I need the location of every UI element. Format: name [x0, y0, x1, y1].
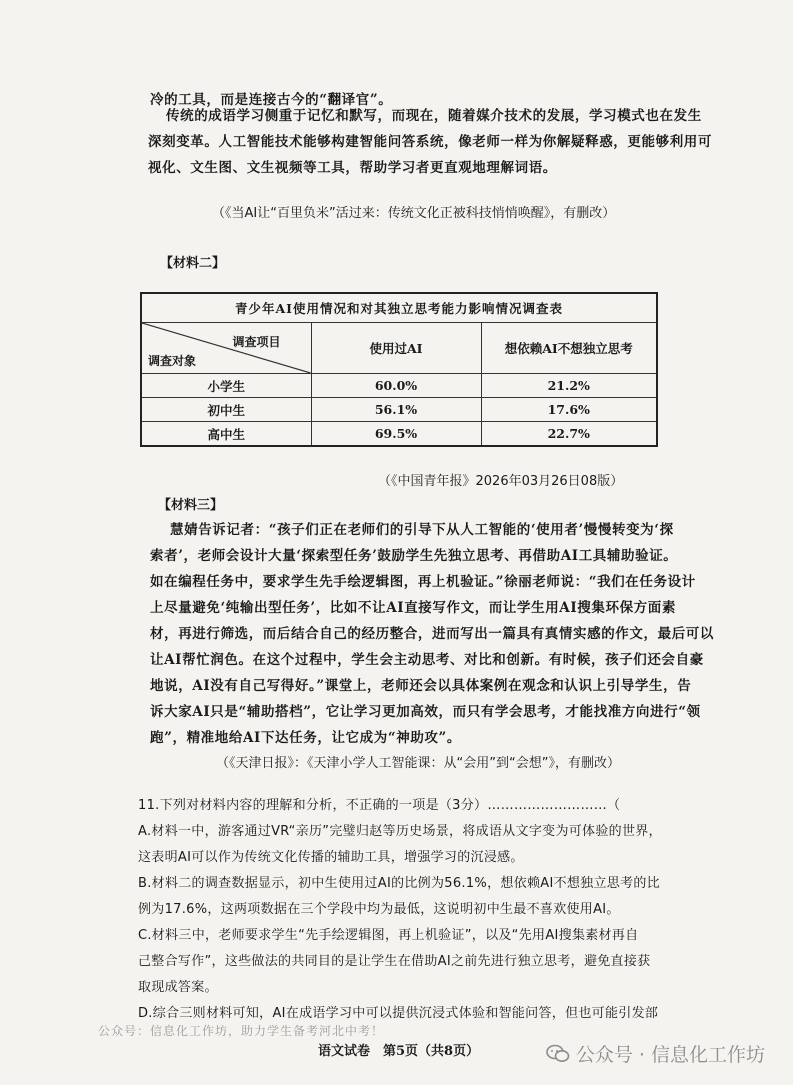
- option-c-line3: 取现成答案。: [138, 980, 218, 995]
- option-c-line1: C.材料三中，老师要求学生“先手绘逻辑图，再上机验证”，以及“先用AI搜集素材再自: [138, 928, 639, 943]
- material3-line: 慧婧告诉记者：“孩子们正在老师们的引导下从人工智能的‘使用者’慢慢转变为‘探: [170, 522, 674, 538]
- row-rely: 22.7%: [481, 422, 657, 447]
- row-group: 初中生: [141, 398, 311, 422]
- col-header-rely: 想依赖AI不想独立思考: [481, 323, 657, 374]
- survey-table: [140, 292, 658, 447]
- option-b-line1: B.材料二的调查数据显示，初中生使用过AI的比例为56.1%，想依赖AI不想独立思考的比: [138, 876, 661, 891]
- page-number: 语文试卷 第5页（共8页）: [318, 1044, 480, 1059]
- watermark-text: 公众号 · 信息化工作坊: [575, 1044, 765, 1066]
- material3-line: 如在编程任务中，要求学生先手绘逻辑图，再上机验证。”徐丽老师说：“我们在任务设计: [150, 574, 696, 590]
- col-header-used: 使用过AI: [311, 323, 481, 374]
- option-a-line2: 这表明AI可以作为传统文化传播的辅助工具，增强学习的沉浸感。: [138, 850, 524, 865]
- header-item: 调查项目: [232, 335, 281, 349]
- option-d-line1: D.综合三则材料可知，AI在成语学习中可以提供沉浸式体验和智能问答，但也可能引发部: [138, 1006, 659, 1021]
- material2-source: （《中国青年报》2026年03月26日08版）: [378, 474, 624, 489]
- row-rely: 21.2%: [481, 374, 657, 398]
- material3-line: 诉大家AI只是“辅助搭档”，它让学习更加高效，而只有学会思考，才能找准方向进行“领: [150, 704, 701, 720]
- table-row: [141, 398, 657, 422]
- watermark: [546, 1040, 765, 1067]
- row-rely: 17.6%: [481, 398, 657, 422]
- option-b-line2: 例为17.6%，这两项数据在三个学段中均为最低，这说明初中生最不喜欢使用AI。: [138, 902, 620, 917]
- material1-line4: 视化、文生图、文生视频等工具，帮助学习者更直观地理解词语。: [148, 160, 557, 176]
- material3-line: 让AI帮忙润色。在这个过程中，学生会主动思考、对比和创新。有时候，孩子们还会自豪: [150, 652, 704, 668]
- material3-source: （《天津日报》：《天津小学人工智能课：从“会用”到“会想”》，有删改）: [216, 756, 620, 771]
- material2-label: 【材料二】: [160, 256, 226, 271]
- material1-source: （《当AI让“百里负米”活过来：传统文化正被科技悄悄唤醒》，有删改）: [212, 206, 616, 221]
- material3-line: 索者’，老师会设计大量‘探索型任务’鼓励学生先独立思考、再借助AI工具辅助验证。: [150, 548, 678, 564]
- material3-label: 【材料三】: [158, 498, 224, 513]
- table-diagonal-header: [141, 323, 311, 374]
- table-row: [141, 422, 657, 447]
- option-a-line1: A.材料一中，游客通过VR“亲历”完璧归赵等历史场景，将成语从文字变为可体验的世界，: [138, 824, 662, 839]
- material3-line: 地说，AI没有自己写得好。”课堂上，老师还会以具体案例在观念和认识上引导学生，告: [150, 678, 692, 694]
- material1-line3: 深刻变革。人工智能技术能够构建智能问答系统，像老师一样为你解疑释惑，更能够利用可: [148, 134, 712, 150]
- row-used: 69.5%: [311, 422, 481, 447]
- material3-line: 材，再进行筛选，而后结合自己的经历整合，进而写出一篇具有真情实感的作文，最后可以: [150, 626, 714, 642]
- material1-line2: 传统的成语学习侧重于记忆和默写，而现在，随着媒介技术的发展，学习模式也在发生: [166, 108, 702, 124]
- row-group: 小学生: [141, 374, 311, 398]
- wechat-icon: [546, 1044, 570, 1064]
- footer-promo: 公众号：信息化工作坊，助力学生备考河北中考！: [98, 1024, 385, 1038]
- question-stem: 11.下列对材料内容的理解和分析，不正确的一项是（3分）………………………（: [138, 798, 621, 813]
- row-group: 高中生: [141, 422, 311, 447]
- row-used: 56.1%: [311, 398, 481, 422]
- material3-line: 上尽量避免‘纯输出型任务’，比如不让AI直接写作文，而让学生用AI搜集环保方面素: [150, 600, 676, 616]
- table-title: 青少年AI使用情况和对其独立思考能力影响情况调查表: [141, 293, 657, 323]
- table-row: [141, 374, 657, 398]
- option-c-line2: 己整合写作”，这些做法的共同目的是让学生在借助AI之前先进行独立思考，避免直接获: [138, 954, 651, 969]
- row-used: 60.0%: [311, 374, 481, 398]
- material1-line1: 冷的工具，而是连接古今的“翻译官”。: [150, 92, 393, 108]
- header-object: 调查对象: [148, 354, 197, 368]
- material3-line: 跑”，精准地给AI下达任务，让它成为“神助攻”。: [150, 730, 461, 746]
